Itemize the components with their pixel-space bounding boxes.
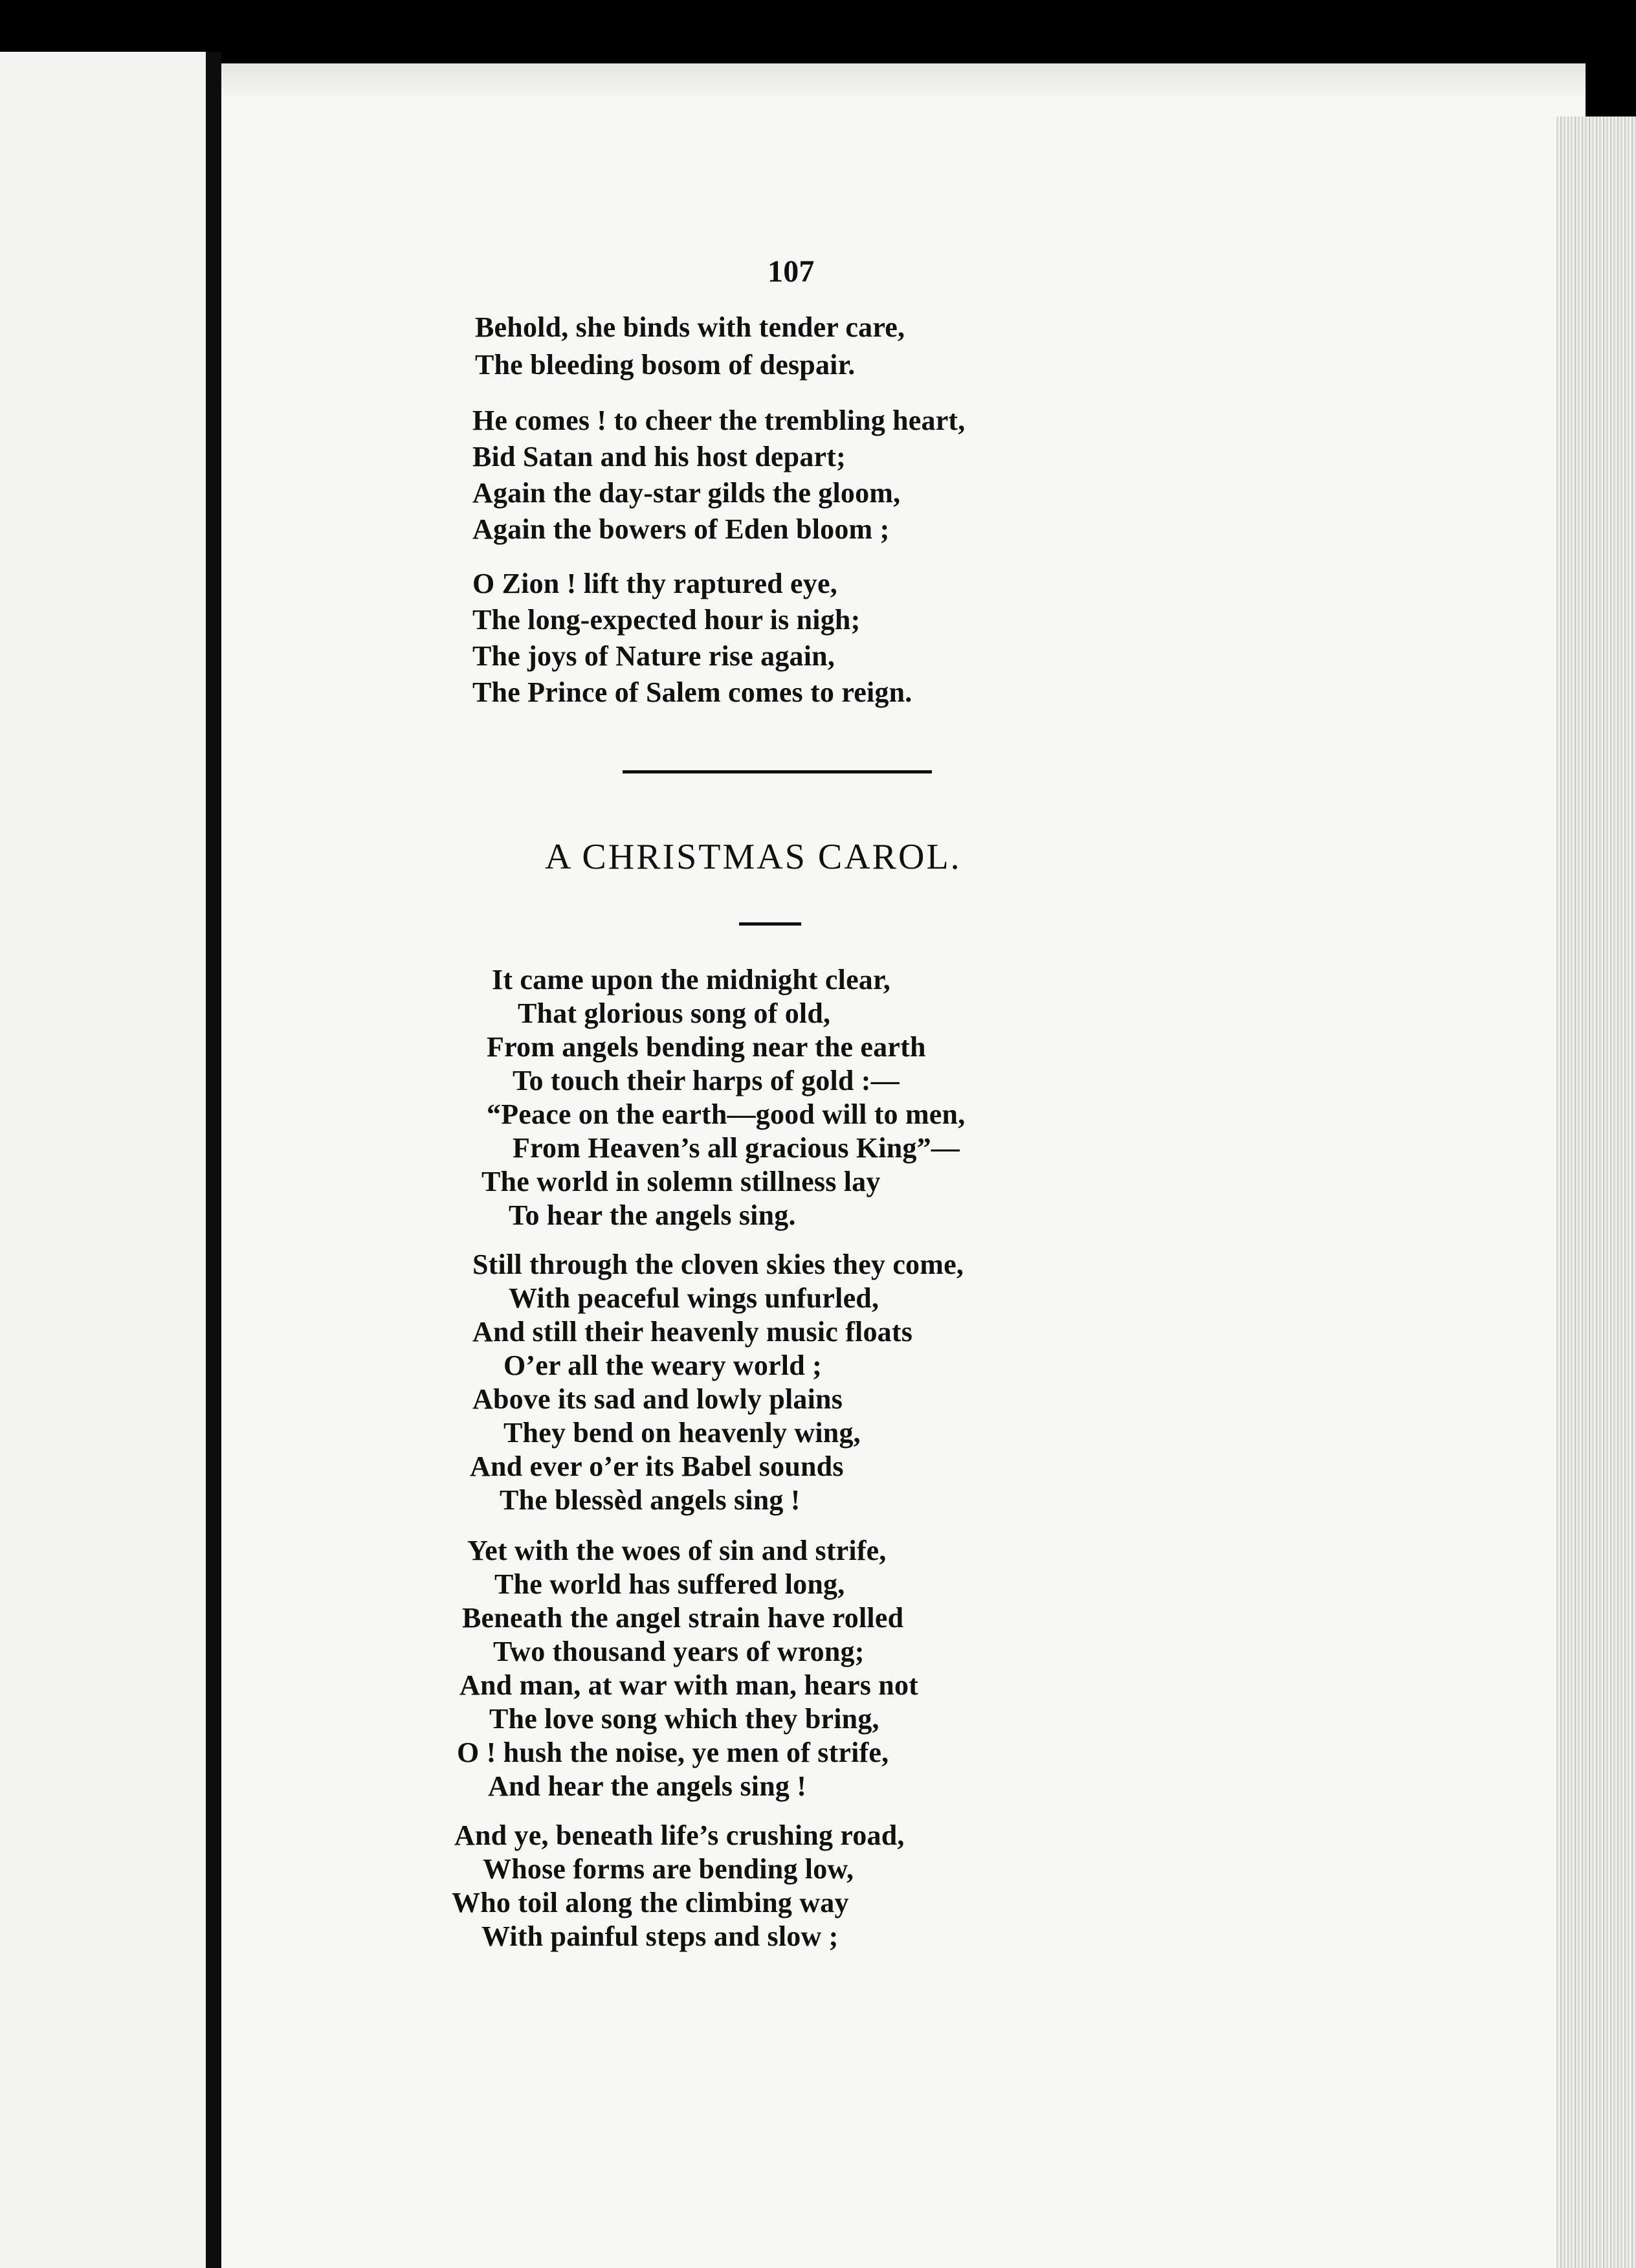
carol-line: O ! hush the noise, ye men of strife, — [457, 1737, 889, 1768]
poem-line: Again the bowers of Eden bloom ; — [472, 513, 890, 545]
carol-line: To hear the angels sing. — [509, 1199, 796, 1231]
poem-line: He comes ! to cheer the trembling heart, — [472, 405, 966, 436]
poem-line: Behold, she binds with tender care, — [475, 311, 905, 343]
page-top-shadow — [221, 63, 1586, 102]
poem-line: Bid Satan and his host depart; — [472, 441, 846, 472]
left-facing-page-edge — [0, 52, 206, 2268]
carol-line: O’er all the weary world ; — [503, 1350, 822, 1381]
carol-line: And still their heavenly music floats — [472, 1316, 913, 1348]
carol-line: The love song which they bring, — [489, 1703, 879, 1735]
section-divider-rule — [623, 770, 932, 773]
carol-line: And ye, beneath life’s crushing road, — [454, 1819, 905, 1851]
poem-line: The long-expected hour is nigh; — [472, 604, 861, 636]
carol-line: Two thousand years of wrong; — [493, 1636, 865, 1667]
carol-line: And man, at war with man, hears not — [459, 1669, 919, 1701]
book-page — [221, 63, 1586, 2268]
carol-line: The world has suffered long, — [494, 1568, 845, 1600]
carol-title: A CHRISTMAS CAROL. — [545, 837, 962, 877]
carol-line: They bend on heavenly wing, — [503, 1417, 861, 1449]
book-gutter — [206, 52, 221, 2268]
carol-line: Who toil along the climbing way — [452, 1887, 849, 1918]
title-rule — [739, 922, 801, 926]
carol-line: To touch their harps of gold :— — [513, 1065, 900, 1096]
poem-line: Again the day-star gilds the gloom, — [472, 477, 901, 509]
carol-line: Yet with the woes of sin and strife, — [467, 1535, 887, 1566]
carol-line: From angels bending near the earth — [487, 1031, 926, 1063]
poem-line: The joys of Nature rise again, — [472, 640, 835, 672]
carol-line: From Heaven’s all gracious King”— — [513, 1132, 960, 1164]
carol-line: Still through the cloven skies they come, — [472, 1249, 964, 1280]
carol-line: The world in solemn stillness lay — [481, 1166, 881, 1197]
carol-line: Above its sad and lowly plains — [472, 1383, 843, 1415]
carol-line: “Peace on the earth—good will to men, — [487, 1098, 966, 1130]
carol-line: With peaceful wings unfurled, — [509, 1282, 879, 1314]
poem-line: The bleeding bosom of despair. — [475, 349, 856, 381]
poem-line: The Prince of Salem comes to reign. — [472, 676, 912, 708]
carol-line: With painful steps and slow ; — [481, 1920, 839, 1952]
page-stack-edges — [1556, 117, 1636, 2268]
page-number: 107 — [768, 254, 815, 289]
carol-line: And hear the angels sing ! — [488, 1770, 807, 1802]
carol-line: That glorious song of old, — [518, 997, 831, 1029]
carol-line: And ever o’er its Babel sounds — [470, 1451, 844, 1482]
carol-line: Whose forms are bending low, — [483, 1853, 854, 1885]
poem-line: O Zion ! lift thy raptured eye, — [472, 568, 837, 599]
carol-line: The blessèd angels sing ! — [500, 1484, 801, 1516]
carol-line: Beneath the angel strain have rolled — [462, 1602, 904, 1634]
carol-line: It came upon the midnight clear, — [492, 964, 890, 995]
